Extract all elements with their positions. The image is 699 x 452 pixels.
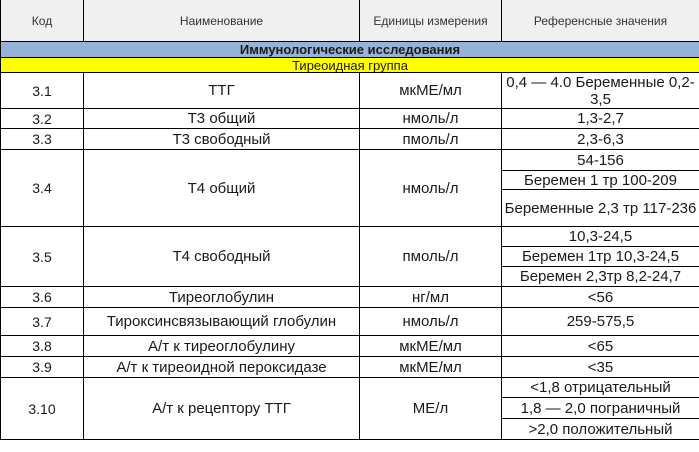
row-name: Т4 свободный bbox=[84, 227, 360, 287]
row-name: Т3 свободный bbox=[84, 129, 360, 150]
header-row bbox=[1, 0, 699, 42]
row-code: 3.10 bbox=[1, 378, 84, 440]
row-unit: мкМЕ/мл bbox=[360, 336, 502, 357]
row-ref: <1,8 отрицательный bbox=[502, 378, 699, 398]
table-row bbox=[1, 378, 699, 398]
row-unit: мкМЕ/мл bbox=[360, 73, 502, 109]
row-ref: 0,4 — 4.0 Беременные 0,2-3,5 bbox=[502, 73, 699, 109]
row-ref: <35 bbox=[502, 357, 699, 378]
row-ref: 10,3-24,5 bbox=[502, 227, 699, 247]
row-code: 3.9 bbox=[1, 357, 84, 378]
table-row bbox=[1, 336, 699, 357]
table-row bbox=[1, 227, 699, 247]
row-name: А/т к рецептору ТТГ bbox=[84, 378, 360, 440]
row-unit: мкМЕ/мл bbox=[360, 357, 502, 378]
table-row bbox=[1, 308, 699, 336]
table-row bbox=[1, 109, 699, 129]
header-unit: Единицы измерения bbox=[360, 0, 502, 42]
header-ref: Референсные значения bbox=[502, 0, 699, 42]
row-unit: МЕ/л bbox=[360, 378, 502, 440]
section-row bbox=[1, 42, 699, 58]
row-unit: нмоль/л bbox=[360, 150, 502, 227]
row-ref: <65 bbox=[502, 336, 699, 357]
row-unit: пмоль/л bbox=[360, 227, 502, 287]
row-unit: пмоль/л bbox=[360, 129, 502, 150]
row-name: Тироксинсвязывающий глобулин bbox=[84, 308, 360, 336]
row-ref: 54-156 bbox=[502, 150, 699, 171]
row-ref: Беремен 2,3тр 8,2-24,7 bbox=[502, 267, 699, 287]
row-ref: 1,8 — 2,0 пограничный bbox=[502, 398, 699, 419]
row-code: 3.4 bbox=[1, 150, 84, 227]
row-ref: Беремен 1 тр 100-209 bbox=[502, 171, 699, 190]
row-code: 3.7 bbox=[1, 308, 84, 336]
row-name: Т4 общий bbox=[84, 150, 360, 227]
row-code: 3.1 bbox=[1, 73, 84, 109]
row-ref: <56 bbox=[502, 287, 699, 308]
row-code: 3.8 bbox=[1, 336, 84, 357]
row-name: А/т к тиреоглобулину bbox=[84, 336, 360, 357]
row-unit: нмоль/л bbox=[360, 109, 502, 129]
header-code: Код bbox=[1, 0, 84, 42]
table-row bbox=[1, 150, 699, 171]
row-code: 3.3 bbox=[1, 129, 84, 150]
header-name: Наименование bbox=[84, 0, 360, 42]
row-unit: нг/мл bbox=[360, 287, 502, 308]
row-ref: 1,3-2,7 bbox=[502, 109, 699, 129]
section-title: Иммунологические исследования bbox=[1, 42, 699, 58]
group-title: Тиреоидная группа bbox=[1, 58, 699, 73]
table-row bbox=[1, 73, 699, 109]
row-ref: Беременные 2,3 тр 117-236 bbox=[502, 190, 699, 227]
row-ref: 2,3-6,3 bbox=[502, 129, 699, 150]
table-row bbox=[1, 129, 699, 150]
row-name: Т3 общий bbox=[84, 109, 360, 129]
row-code: 3.6 bbox=[1, 287, 84, 308]
row-ref: >2,0 положительный bbox=[502, 419, 699, 440]
row-unit: нмоль/л bbox=[360, 308, 502, 336]
row-ref: Беремен 1тр 10,3-24,5 bbox=[502, 247, 699, 267]
row-name: Тиреоглобулин bbox=[84, 287, 360, 308]
row-code: 3.5 bbox=[1, 227, 84, 287]
table-row bbox=[1, 357, 699, 378]
row-name: А/т к тиреоидной пероксидазе bbox=[84, 357, 360, 378]
row-ref: 259-575,5 bbox=[502, 308, 699, 336]
row-name: ТТГ bbox=[84, 73, 360, 109]
row-code: 3.2 bbox=[1, 109, 84, 129]
table-row bbox=[1, 287, 699, 308]
group-row bbox=[1, 58, 699, 73]
